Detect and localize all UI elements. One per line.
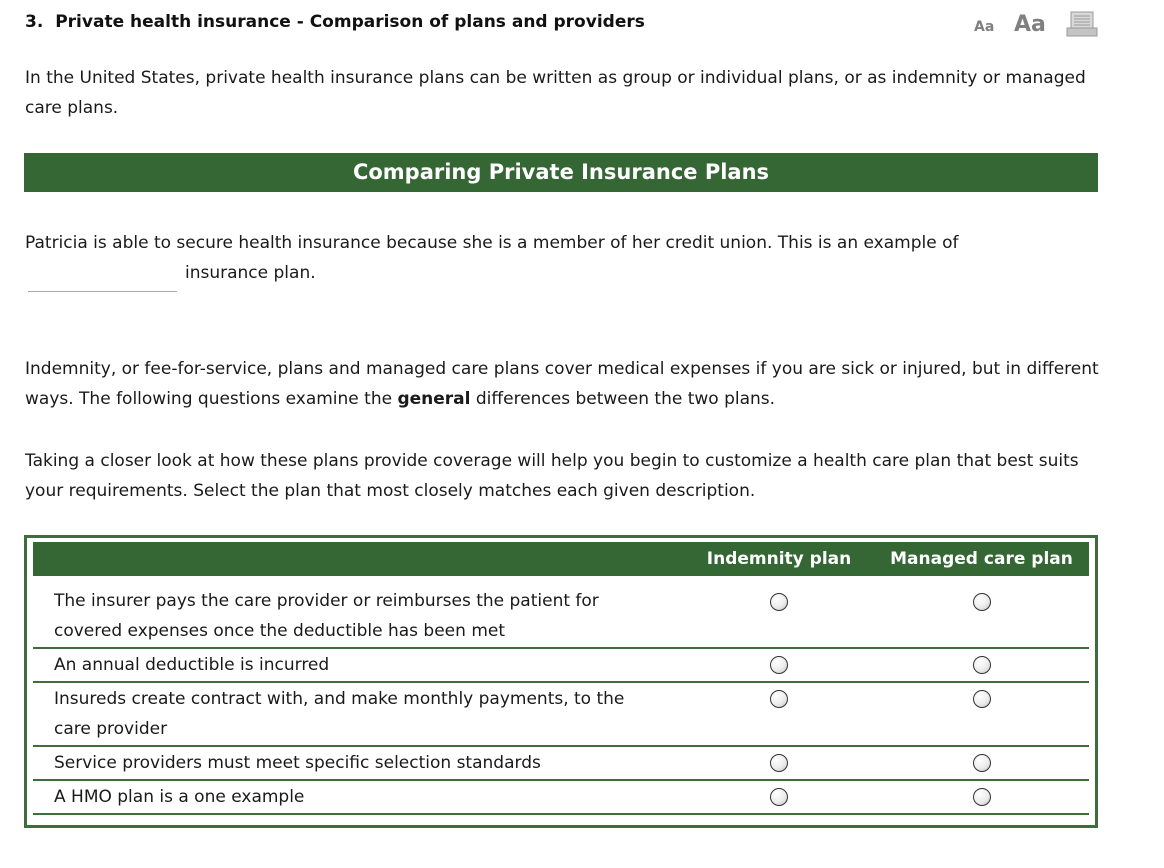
- indemnity-paragraph: [25, 354, 1105, 414]
- description-column-header: [33, 542, 684, 576]
- row-description: Insureds create contract with, and make monthly payments, to the care provider: [33, 682, 684, 746]
- indemnity-text-2: differences between the two plans.: [470, 389, 776, 409]
- fill-in-suffix: insurance plan.: [185, 263, 316, 283]
- question-number: 3.: [25, 12, 44, 32]
- font-decrease-button[interactable]: Aa: [974, 19, 995, 35]
- table-row: [33, 780, 1089, 814]
- question-header: [25, 12, 645, 32]
- radio-indemnity-row-4[interactable]: [770, 754, 788, 772]
- radio-managed-care-row-4[interactable]: [973, 754, 991, 772]
- radio-managed-care-row-5[interactable]: [973, 788, 991, 806]
- plan-comparison-table: [33, 542, 1089, 815]
- row-description: An annual deductible is incurred: [33, 648, 684, 682]
- answer-blank-input[interactable]: [28, 277, 177, 292]
- column-header-managed-care: Managed care plan: [874, 542, 1089, 576]
- font-increase-button[interactable]: Aa: [1014, 12, 1046, 37]
- row-description: The insurer pays the care provider or reimburses the patient for covered expenses once the deductible has been met: [33, 576, 684, 648]
- row-description: Service providers must meet specific selection standards: [33, 746, 684, 780]
- printer-icon[interactable]: [1066, 11, 1098, 37]
- intro-paragraph: In the United States, private health insurance plans can be written as group or individual plans, or as indemnity or managed care plans.: [25, 68, 1086, 118]
- radio-indemnity-row-2[interactable]: [770, 656, 788, 674]
- table-row: [33, 682, 1089, 746]
- question-title: Private health insurance - Comparison of plans and providers: [55, 12, 645, 32]
- question-table-box: [24, 535, 1098, 828]
- radio-managed-care-row-3[interactable]: [973, 690, 991, 708]
- radio-indemnity-row-5[interactable]: [770, 788, 788, 806]
- fill-in-question: [25, 228, 1105, 292]
- row-description: A HMO plan is a one example: [33, 780, 684, 814]
- indemnity-text-bold: general: [397, 389, 471, 409]
- column-header-indemnity: Indemnity plan: [684, 542, 874, 576]
- radio-indemnity-row-3[interactable]: [770, 690, 788, 708]
- radio-indemnity-row-1[interactable]: [770, 593, 788, 611]
- table-row: [33, 648, 1089, 682]
- instructions-paragraph: Taking a closer look at how these plans provide coverage will help you begin to customize a health care plan that best suits your requirements. Select the plan that most closely matches each given description.: [25, 451, 1079, 501]
- table-header-row: [33, 542, 1089, 576]
- table-row: [33, 746, 1089, 780]
- table-row: [33, 576, 1089, 648]
- radio-managed-care-row-2[interactable]: [973, 656, 991, 674]
- fill-in-prompt: Patricia is able to secure health insurance because she is a member of her credit union. This is an example of: [25, 233, 959, 253]
- section-banner: Comparing Private Insurance Plans: [24, 153, 1098, 192]
- indemnity-text-1: Indemnity, or fee-for-service, plans and managed care plans cover medical expenses if you are sick or injured, but in different ways. The following questions examine the: [25, 359, 1099, 409]
- radio-managed-care-row-1[interactable]: [973, 593, 991, 611]
- toolbar: [972, 10, 1100, 42]
